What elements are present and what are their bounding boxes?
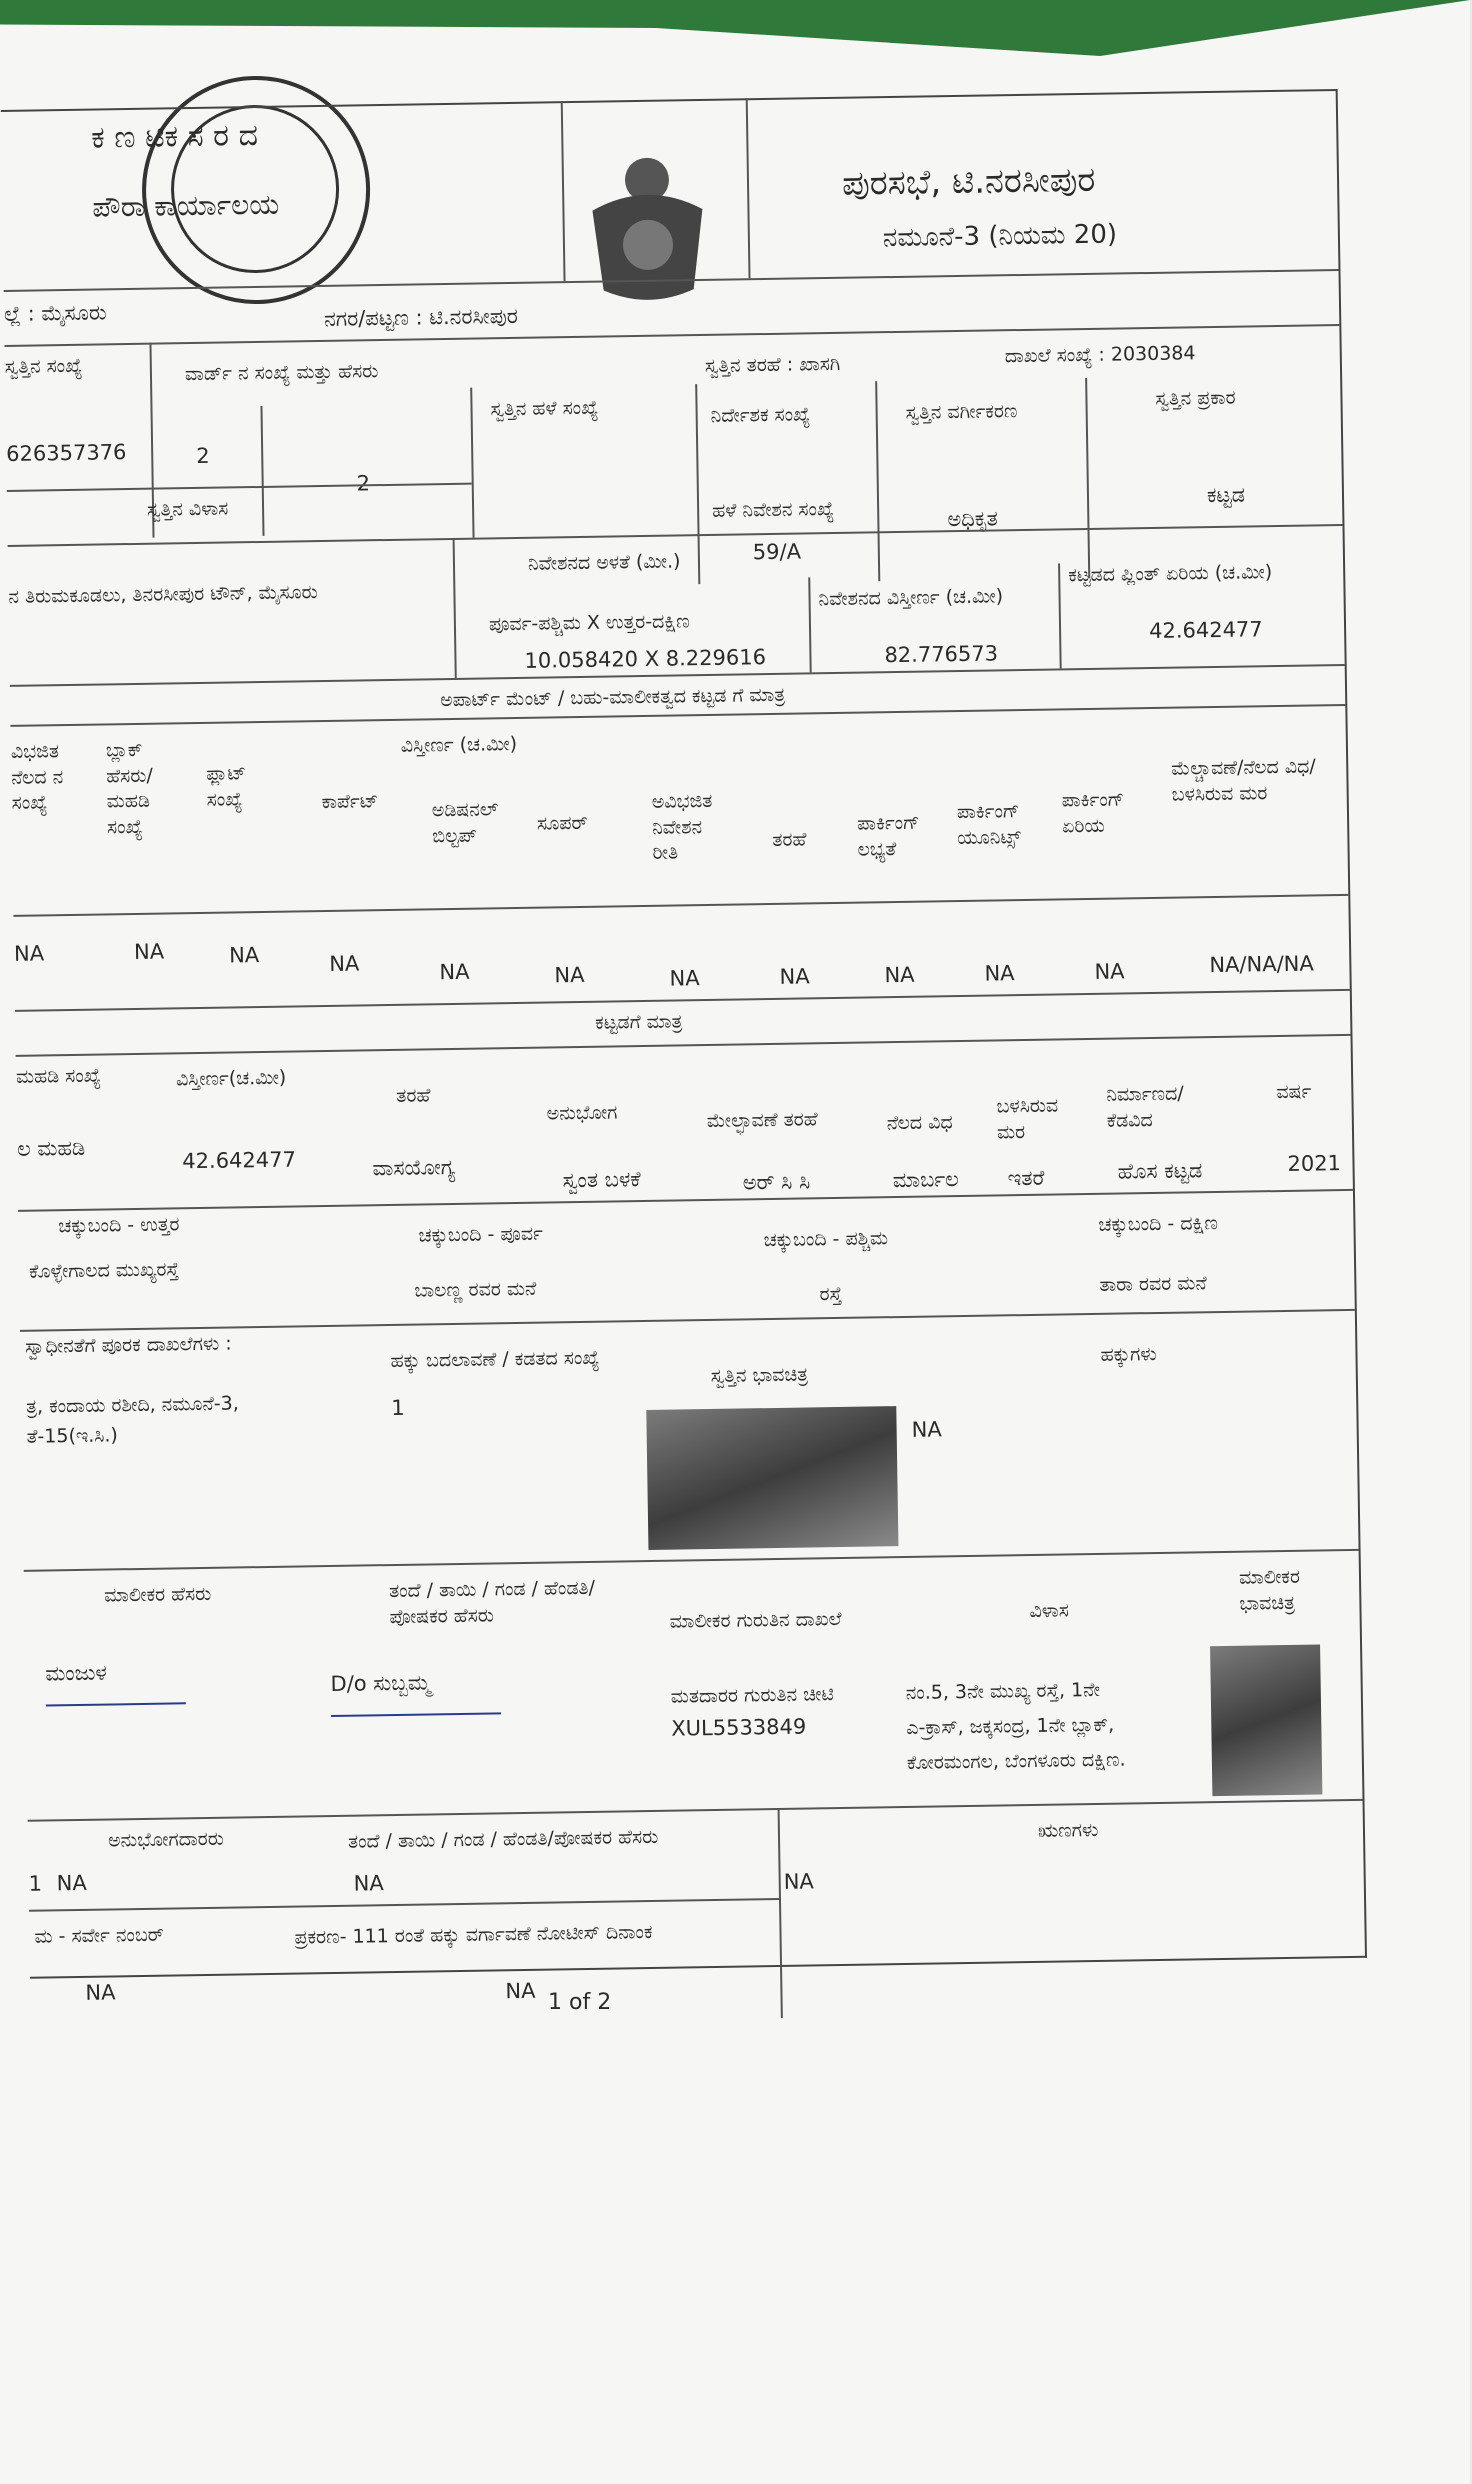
boundary-north: ಕೊಳ್ಳೇಗಾಲದ ಮುಖ್ಯರಸ್ತೆ [28,1258,180,1283]
notice-value: NA [505,1978,536,2004]
apt-val-2: NA [133,939,165,965]
liabilities-label: ಋಣಗಳು [1037,1818,1099,1842]
bld-col-9: ವರ್ಷ [1276,1080,1312,1104]
apt-col-9: ಪಾರ್ಕಿಂಗ್ ಲಭ್ಯತೆ [856,811,920,861]
file-no: 1 [391,1395,405,1421]
apt-col-1: ವಿಭಜಿತ ನೆಲದ ನ ಸಂಖ್ಯೆ [10,740,64,815]
district: ಲ್ಲೆ : ಮೈಸೂರು [3,300,107,326]
owner-address-2: ಎ-ಕ್ರಾಸ್, ಜಕ್ಕಸಂದ್ರ, 1ನೇ ಬ್ಲಾಕ್, [906,1713,1115,1739]
ward-no-label: ವಾರ್ಡ್ ನ ಸಂಖ್ಯೆ ಮತ್ತು ಹೆಸರು [184,360,379,386]
owner-address-label: ವಿಳಾಸ [1029,1599,1070,1623]
doc-value-1: ತ್ರ, ಕಂದಾಯ ರಶೀದಿ, ನಮೂನೆ-3, [25,1392,239,1418]
occupant-label: ಅನುಭೋಗದಾರರು [107,1827,225,1852]
office-line1: ಕ ಣ ಟಿಕ ಸ ರ ದ [90,117,259,156]
bld-col-6: ನೆಲದ ವಿಧ [886,1111,953,1135]
apt-val-12: NA/NA/NA [1209,951,1314,978]
record-no: ದಾಖಲೆ ಸಂಖ್ಯೆ : 2030384 [1004,342,1196,368]
bld-col-7: ಬಳಸಿರುವ ಮರ [996,1094,1059,1144]
apt-val-9: NA [884,962,915,988]
liabilities-value: NA [783,1869,814,1894]
apt-col-12: ಮೆಲ್ಚಾವಣೆ/ನೆಲದ ವಿಧ/ಬಳಸಿರುವ ಮರ [1171,755,1316,806]
boundary-east: ಬಾಲಣ್ಣ ರವರ ಮನೆ [414,1277,537,1302]
owner-id-type: ಮತದಾರರ ಗುರುತಿನ ಚೀಟಿ [670,1683,834,1708]
bld-col-1: ಮಹಡಿ ಸಂಖ್ಯೆ [15,1064,102,1088]
bld-col-5: ಮೇಲ್ಛಾವಣೆ ತರಹೆ [706,1108,818,1133]
doc-value-2: ತೆ-15(ಇ.ಸಿ.) [26,1424,119,1448]
bld-col-8: ನಿರ್ಮಾಣದ/ ಕೆಡವಿದ [1106,1082,1184,1132]
bld-val-1: ಲ ಮಹಡಿ [16,1135,86,1161]
apt-val-8: NA [779,964,810,989]
bld-val-8: ಹೊಸ ಕಟ್ಟಡ [1117,1158,1203,1184]
apt-col-8: ತರಹೆ [772,828,807,851]
boundary-west: ರಸ್ತೆ [819,1282,843,1306]
bld-val-7: ಇತರೆ [1007,1165,1045,1191]
file-no-label: ಹಕ್ಕು ಬದಲಾವಣೆ / ಕಡತದ ಸಂಖ್ಯೆ [390,1346,600,1373]
apt-col-6: ಸೂಪರ್ [536,811,588,835]
owner-photo-label: ಮಾಲೀಕರ ಭಾವಚಿತ್ರ [1238,1565,1301,1615]
boundary-east-label: ಚಕ್ಕುಬಂದಿ - ಪೂರ್ವ [418,1222,544,1247]
apt-val-5: NA [439,959,470,985]
office-line2: ಪೌರಾ ಕಾರ್ಯಾಲಯ [92,187,280,224]
owner-photo [1210,1644,1322,1796]
occupant-parent-label: ತಂದೆ / ತಾಯಿ / ಗಂಡ / ಹೆಂಡತಿ/ಪೋಷಕರ ಹೆಸರು [347,1825,659,1853]
property-photo-label: ಸ್ವತ್ತಿನ ಭಾವಚಿತ್ರ [710,1363,809,1387]
property-no: 626357376 [6,440,127,466]
apt-val-3: NA [228,943,260,968]
apt-val-6: NA [554,962,585,988]
dimensions-value: 10.058420 X 8.229616 [524,645,767,673]
owner-parent-label: ತಂದೆ / ತಾಯಿ / ಗಂಡ / ಹೆಂಡತಿ/ಪೋಷಕರ ಹೆಸರು [388,1576,596,1628]
boundary-south-label: ಚಕ್ಕುಬಂದಿ - ದಕ್ಷಿಣ [1098,1212,1219,1236]
owner-name-label: ಮಾಲೀಕರ ಹೆಸರು [103,1582,212,1607]
address-label: ಸ್ವತ್ತಿನ ವಿಳಾಸ [146,497,229,521]
bld-col-4: ಅನುಭೋಗ [546,1101,618,1125]
nature-label: ಸ್ವತ್ತಿನ ಪ್ರಕಾರ [1155,386,1236,410]
owner-name: ಮಂಜುಳ [45,1660,107,1686]
bld-val-4: ಸ್ವಂತ ಬಳಕೆ [562,1167,641,1193]
notice-label: ಪ್ರಕರಣ- 111 ರಂತೆ ಹಕ್ಕು ವರ್ಗಾವಣೆ ನೋಟೀಸ್ ದಿನಾಂಕ [294,1920,653,1949]
building-title: ಕಟ್ಟಡಗೆ ಮಾತ್ರ [595,1010,683,1034]
dimensions-label: ನಿವೇಶನದ ಅಳತೆ (ಮೀ.) [527,550,681,575]
apartment-title: ಅಪಾರ್ಟ್ ಮೆಂಟ್ / ಬಹು-ಮಾಲೀಕತ್ವದ ಕಟ್ಟಡ ಗೆ ಮಾತ್ರ [439,683,786,712]
ward-no: 2 [196,443,210,468]
council-name: ಪುರಸಭೆ, ಟಿ.ನರಸೀಪುರ [841,159,1096,204]
boundary-west-label: ಚಕ್ಕುಬಂದಿ - ಪಶ್ಚಿಮ [763,1227,889,1252]
town: ನಗರ/ಪಟ್ಟಣ : ಟಿ.ನರಸೀಪುರ [323,303,519,331]
plinth-area-label: ಕಟ್ಟಡದ ಪ್ಲಿಂತ್ ಏರಿಯ (ಚ.ಮೀ) [1068,561,1273,587]
property-form [0,37,1472,2060]
bld-col-2: ವಿಸ್ತೀರ್ಣ(ಚ.ಮೀ) [175,1066,287,1091]
site-no: 59/A [752,539,802,565]
site-no-label: ಹಳೆ ನಿವೇಶನ ಸಂಖ್ಯೆ [711,497,835,522]
owner-address-1: ನಂ.5, 3ನೇ ಮುಖ್ಯ ರಸ್ತೆ, 1ನೇ [905,1678,1101,1704]
occupant-row-no: 1 [28,1871,43,1896]
apt-col-3: ಫ್ಲಾಟ್ ಸಂಖ್ಯೆ [206,762,247,811]
apt-val-7: NA [669,966,700,991]
bld-val-6: ಮಾರ್ಬಲ [892,1167,959,1193]
site-area: 82.776573 [884,641,999,668]
boundary-south: ತಾರಾ ರವರ ಮನೆ [1099,1272,1207,1296]
bld-val-9: 2021 [1287,1151,1342,1176]
nature-value: ಕಟ್ಟಡ [1206,482,1246,508]
owner-parent: D/o ಸುಬ್ಬಮ್ಮ [330,1670,431,1697]
owner-id-no: XUL5533849 [671,1714,807,1741]
property-photo [646,1406,898,1550]
page-number: 1 of 2 [548,1990,612,2015]
apt-col-5: ಅಡಿಷನಲ್ ಬಿಲ್ಟಪ್ [431,798,499,847]
apt-val-11: NA [1094,959,1125,984]
boundary-north-label: ಚಕ್ಕುಬಂದಿ - ಉತ್ತರ [58,1213,180,1238]
property-no-label: ಸ್ವತ್ತಿನ ಸಂಖ್ಯೆ [4,354,83,378]
bld-val-2: 42.642477 [182,1147,297,1174]
apartment-area-title: ವಿಸ್ತೀರ್ಣ (ಚ.ಮೀ) [400,732,518,757]
apt-col-4: ಕಾರ್ಪೆಟ್ [321,790,379,814]
documents-label: ಸ್ವಾಧೀನತೆಗೆ ಪೂರಕ ದಾಖಲೆಗಳು : [25,1332,232,1358]
occupant-parent: NA [353,1871,384,1896]
site-area-label: ನಿವೇಶನದ ವಿಸ್ತೀರ್ಣ (ಚ.ಮೀ) [818,585,1004,611]
apt-val-4: NA [329,951,360,976]
address-value: ನ ತಿರುಮಕೂಡಲು, ತಿನರಸೀಪುರ ಟೌನ್, ಮೈಸೂರು [8,581,318,608]
form-name: ನಮೂನೆ-3 (ನಿಯಮ 20) [882,219,1118,254]
owner-id-label: ಮಾಲೀಕರ ಗುರುತಿನ ದಾಖಲೆ [669,1607,842,1633]
apt-val-10: NA [984,961,1015,986]
bld-col-3: ತರಹೆ [396,1084,431,1107]
unit-no-label: ಸ್ವತ್ತಿನ ಹಳೆ ಸಂಖ್ಯೆ [490,396,599,421]
survey-value: NA [85,1980,116,2005]
dimensions-direction: ಪೂರ್ವ-ಪಶ್ಚಿಮ X ಉತ್ತರ-ದಕ್ಷಿಣ [488,610,690,636]
bld-val-5: ಅರ್ ಸಿ ಸಿ [742,1169,811,1195]
bld-val-3: ವಾಸಯೋಗ್ಯ [372,1154,456,1181]
survey-label: ಮ - ಸರ್ವೇ ನಂಬರ್ [34,1923,165,1948]
apt-col-10: ಪಾರ್ಕಿಂಗ್ ಯೂನಿಟ್ಸ್ [956,800,1021,849]
classification-value: ಅಧಿಕೃತ [947,506,998,532]
layout-no-label: ನಿರ್ದೇಶಕ ಸಂಖ್ಯೆ [710,403,811,427]
owner-address-3: ಕೋರಮಂಗಲ, ಬೆಂಗಳೂರು ದಕ್ಷಿಣ. [906,1748,1126,1774]
apt-col-11: ಪಾರ್ಕಿಂಗ್ ಏರಿಯ [1061,788,1125,838]
apt-val-1: NA [13,941,45,966]
classification-label: ಸ್ವತ್ತಿನ ವರ್ಗೀಕರಣ [905,400,1018,424]
rights-label: ಹಕ್ಕುಗಳು [1100,1342,1157,1366]
property-type-label: ಸ್ವತ್ತಿನ ತರಹೆ : ಖಾಸಗಿ [704,352,841,377]
occupant-name: NA [56,1870,87,1896]
plinth-area: 42.642477 [1148,617,1263,644]
apt-col-7: ಅವಿಭಜಿತ ನಿವೇಶನ ರೀತಿ [651,789,713,865]
rights-value: NA [911,1417,942,1442]
apt-col-2: ಬ್ಲಾಕ್ ಹೆಸರು/ ಮಹಡಿ ಸಂಖ್ಯೆ [105,738,153,839]
ward-name: 2 [356,471,371,496]
